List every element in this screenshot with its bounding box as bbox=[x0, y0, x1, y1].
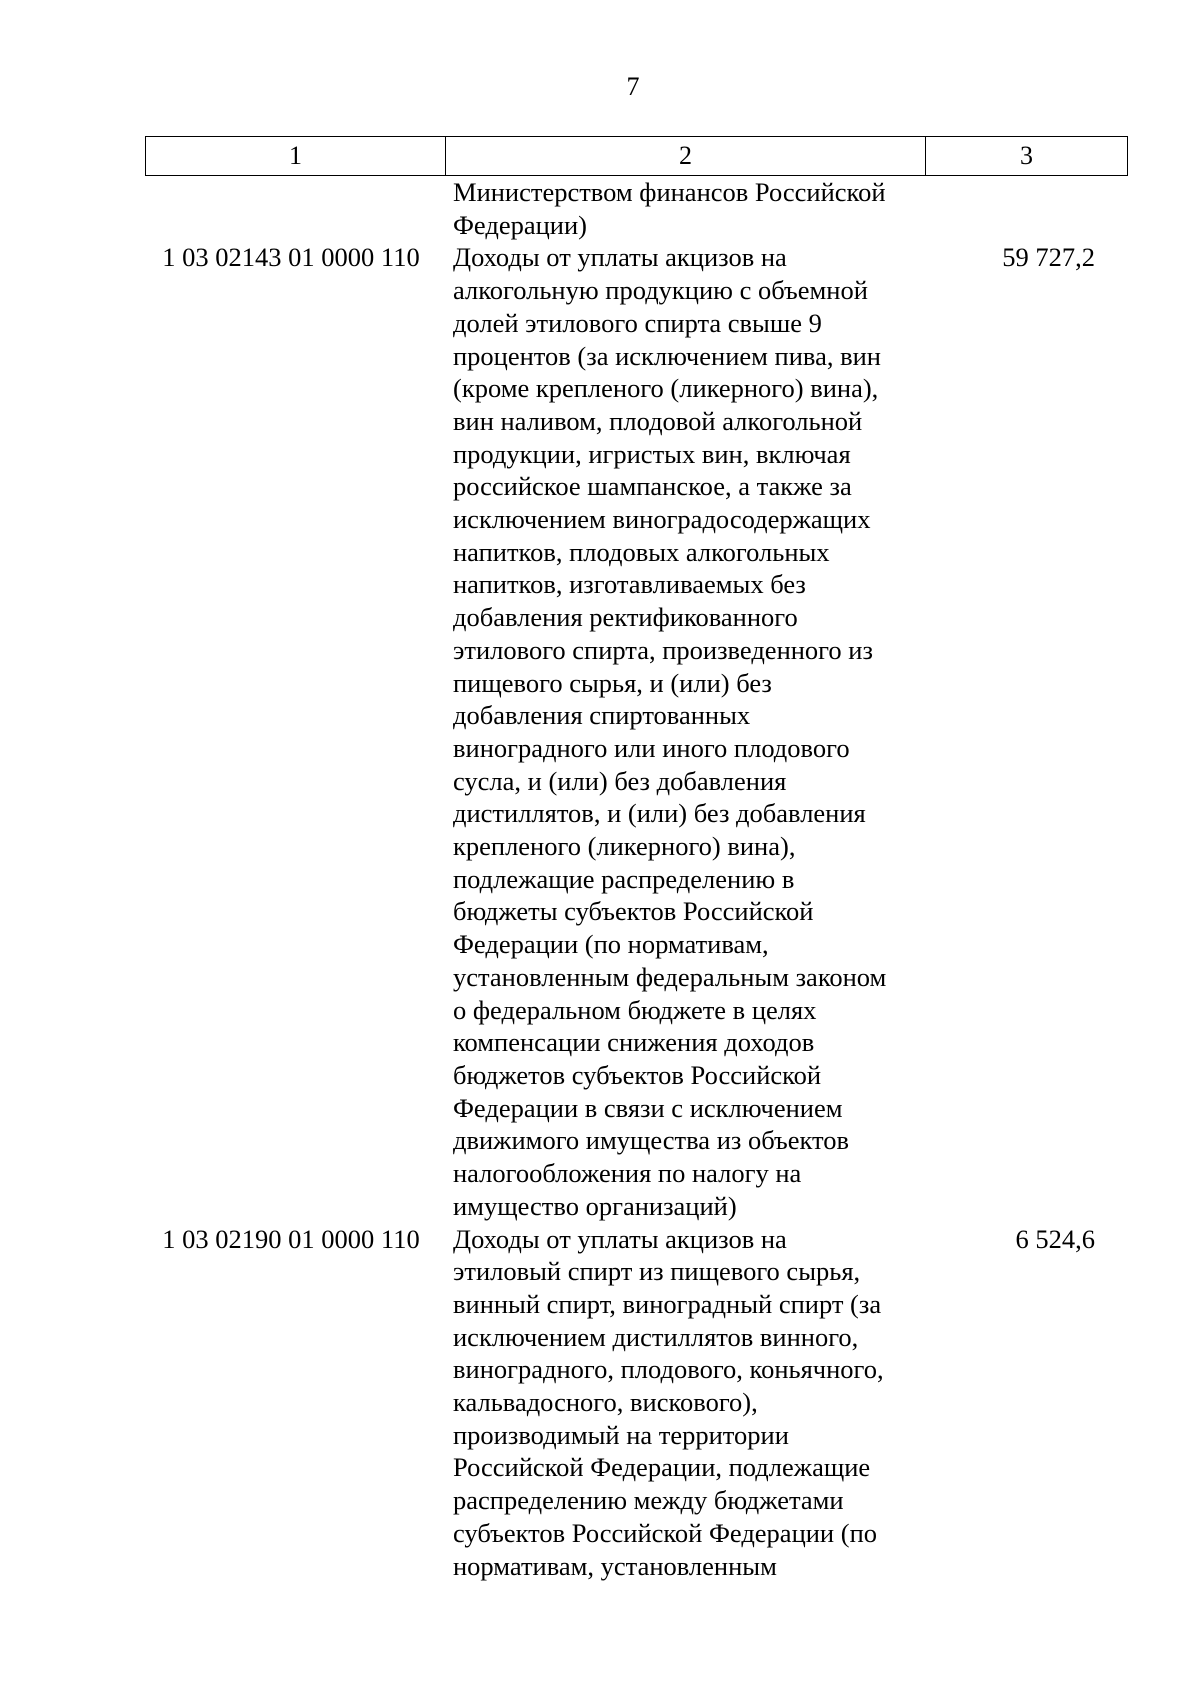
description-line: алкогольную продукцию с объемной bbox=[453, 275, 868, 306]
description-line: пищевого сырья, и (или) без bbox=[453, 667, 772, 698]
description-line: этилового спирта, произведенного из bbox=[453, 634, 873, 665]
description-line: долей этилового спирта свыше 9 bbox=[453, 307, 822, 338]
description-cell bbox=[445, 241, 925, 1222]
description-line: Федерации) bbox=[453, 209, 587, 240]
table-header bbox=[145, 136, 1128, 176]
description-line: сусла, и (или) без добавления bbox=[453, 765, 787, 796]
description-line: кальвадосного, вискового), bbox=[453, 1387, 758, 1418]
code-cell: 1 03 02190 01 0000 110 bbox=[162, 1223, 420, 1254]
description-line: добавления ректификованного bbox=[453, 602, 798, 633]
description-line: производимый на территории bbox=[453, 1419, 789, 1450]
description-line: распределению между бюджетами bbox=[453, 1485, 844, 1516]
description-line: бюджеты субъектов Российской bbox=[453, 896, 814, 927]
description-line: Федерации в связи с исключением bbox=[453, 1092, 843, 1123]
description-line: подлежащие распределению в bbox=[453, 863, 795, 894]
description-line: движимого имущества из объектов bbox=[453, 1125, 850, 1156]
code-cell: 1 03 02143 01 0000 110 bbox=[162, 242, 420, 273]
description-line: бюджетов субъектов Российской bbox=[453, 1059, 822, 1090]
description-line: этиловый спирт из пищевого сырья, bbox=[453, 1256, 861, 1287]
column-number-3: 3 bbox=[926, 137, 1128, 176]
description-line: нормативам, установленным bbox=[453, 1550, 777, 1581]
amount-cell: 6 524,6 bbox=[1015, 1223, 1095, 1254]
table-row bbox=[145, 241, 1127, 1222]
description-line: (кроме крепленого (ликерного) вина), bbox=[453, 373, 879, 404]
description-line: напитков, изготавливаемых без bbox=[453, 569, 806, 600]
column-number-1: 1 bbox=[146, 137, 446, 176]
description-cell bbox=[445, 1223, 925, 1583]
description-line: исключением дистиллятов винного, bbox=[453, 1321, 859, 1352]
description-line: установленным федеральным законом bbox=[453, 961, 887, 992]
description-line: крепленого (ликерного) вина), bbox=[453, 831, 796, 862]
continuation-row bbox=[145, 176, 1127, 241]
amount-cell bbox=[925, 176, 1107, 241]
description-line: добавления спиртованных bbox=[453, 700, 751, 731]
description-line: напитков, плодовых алкогольных bbox=[453, 536, 830, 567]
column-number-2: 2 bbox=[446, 137, 926, 176]
description-line: Доходы от уплаты акцизов на bbox=[453, 1223, 787, 1254]
description-line: дистиллятов, и (или) без добавления bbox=[453, 798, 866, 829]
description-line: продукции, игристых вин, включая bbox=[453, 438, 851, 469]
description-line: Министерством финансов Российской bbox=[453, 177, 886, 207]
description-line: процентов (за исключением пива, вин bbox=[453, 340, 881, 371]
table-body bbox=[145, 176, 1127, 1582]
amount-cell: 59 727,2 bbox=[1002, 242, 1095, 273]
page-number: 7 bbox=[626, 72, 640, 101]
description-line: винный спирт, виноградный спирт (за bbox=[453, 1288, 882, 1319]
code-cell bbox=[145, 176, 445, 241]
description-line: Федерации (по нормативам, bbox=[453, 929, 769, 960]
description-line: налогообложения по налогу на bbox=[453, 1158, 802, 1189]
description-line: компенсации снижения доходов bbox=[453, 1027, 815, 1058]
description-line: виноградного, плодового, коньячного, bbox=[453, 1354, 884, 1385]
description-line: российское шампанское, а также за bbox=[453, 471, 852, 502]
table-row bbox=[145, 1223, 1127, 1583]
description-line: субъектов Российской Федерации (по bbox=[453, 1517, 877, 1548]
description-line: о федеральном бюджете в целях bbox=[453, 994, 817, 1025]
description-line: виноградного или иного плодового bbox=[453, 732, 850, 763]
description-line: исключением виноградосодержащих bbox=[453, 504, 871, 535]
description-line: имущество организаций) bbox=[453, 1190, 737, 1221]
description-line: вин наливом, плодовой алкогольной bbox=[453, 405, 863, 436]
description-line: Российской Федерации, подлежащие bbox=[453, 1452, 871, 1483]
description-cell bbox=[445, 176, 925, 241]
description-line: Доходы от уплаты акцизов на bbox=[453, 242, 787, 273]
